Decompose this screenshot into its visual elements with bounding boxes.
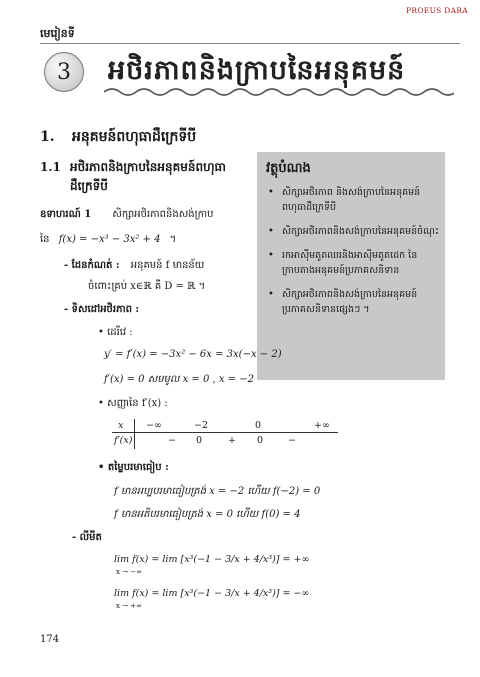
domain-text: អនុគមន៍ f មានន័យ — [130, 260, 205, 271]
section-heading — [40, 127, 196, 148]
table-divider — [112, 432, 338, 433]
sign-label: • សញ្ញានៃ f′(x) : — [98, 398, 168, 409]
bullet-icon: • — [268, 289, 274, 300]
bullet-icon: • — [268, 187, 274, 198]
lesson-title: អថិរភាពនិងក្រាបនៃអនុគមន៍ — [108, 55, 406, 86]
table-header-x: x — [118, 420, 124, 431]
domain-line — [64, 258, 204, 273]
function-formula: f(x) = −x³ − 3x² + 4 — [58, 234, 161, 245]
example-function-line: នៃ f(x) = −x³ − 3x² + 4 ។ — [40, 234, 177, 245]
domain-text-2: ចំពោះគ្រប់ x∈ℝ គឺ D = ℝ ។ — [88, 281, 206, 292]
divider — [40, 43, 460, 44]
objective-item: • សិក្សាអថិរភាពនិងសង់ក្រាបនៃអនុគមន៍ចំណុះ — [268, 226, 439, 237]
section-number: 1. — [40, 129, 55, 145]
variation-label: - ទិសដៅអថិរភាព : — [64, 304, 140, 315]
lesson-number: 3 — [57, 59, 71, 85]
objectives-list — [262, 185, 444, 326]
table-cell: 0 — [255, 420, 262, 431]
derivative-label: • ដេរីវេ : — [98, 327, 133, 338]
minimum-statement: f មានអប្បបរមាធៀបត្រង់ x = −2 ហើយ f(−2) = 0 — [114, 486, 321, 497]
lesson-label: មេរៀនទី — [40, 27, 75, 40]
table-cell: 0 — [196, 435, 203, 446]
limit-equation-2: lim f(x) = lim [x³(−1 − 3/x + 4/x³)] = −∞ — [114, 588, 310, 599]
lesson-number-badge — [44, 52, 84, 92]
bullet-icon: • — [268, 226, 274, 237]
objectives-title: វត្ថុបំណង — [266, 161, 311, 176]
bullet-icon: • — [268, 250, 274, 261]
table-header-fprime: f′(x) — [114, 435, 133, 446]
page-number: 174 — [40, 634, 60, 645]
table-cell: −2 — [194, 420, 209, 431]
subsection-title-line2: ដឺក្រេទីបី — [70, 179, 108, 193]
derivative-equation: y′ = f′(x) = −3x² − 6x = 3x(−x − 2) — [104, 349, 282, 360]
objective-item: • រកអាស៊ីមតូតឈរនិងអាស៊ីមតូតដេក នៃក្រាបតាងអនុគមន៍ប្រភាគសនិទាន — [268, 250, 418, 276]
maximum-statement: f មានអតិបរមាធៀបត្រង់ x = 0 ហើយ f(0) = 4 — [114, 509, 301, 520]
subsection-heading — [40, 158, 226, 196]
example-line — [40, 207, 213, 222]
example-label: ឧទាហរណ៍ 1 — [40, 209, 92, 220]
decorative-wave — [104, 86, 454, 98]
table-cell: − — [288, 435, 296, 446]
objective-item: • សិក្សាអថិរភាពនិងសង់ក្រាបនៃអនុគមន៍ប្រភាគសនិទានផ្សេងៗ ។ — [268, 289, 418, 315]
table-cell: −∞ — [146, 420, 162, 431]
derivative-zero: f′(x) = 0 សមមូល x = 0 , x = −2 — [104, 374, 254, 385]
limit-label: - លីមីត — [72, 532, 102, 543]
brand-name: PROEUS DARA — [406, 6, 468, 15]
table-cell: 0 — [257, 435, 264, 446]
table-cell: − — [168, 435, 176, 446]
limit-equation-1: lim f(x) = lim [x³(−1 − 3/x + 4/x³)] = +∞ — [114, 554, 310, 565]
limit-subscript-1: x → −∞ — [116, 568, 142, 576]
table-cell: + — [228, 435, 236, 446]
subsection-number: 1.1 — [40, 160, 61, 174]
table-cell: +∞ — [314, 420, 330, 431]
domain-label: - ដែនកំណត់ : — [64, 260, 120, 271]
example-intro: សិក្សាអថិរភាពនិងសង់ក្រាប — [112, 209, 214, 220]
sign-table — [112, 419, 338, 449]
table-divider — [134, 419, 135, 449]
extreme-label: • តម្លៃបរមាធៀប : — [98, 462, 169, 473]
objective-item: • សិក្សាអថិរភាព និងសង់ក្រាបនៃអនុគមន៍ពហុធាដឺក្រេទីបី — [268, 187, 421, 213]
subsection-title-line1: អថិរភាពនិងក្រាបនៃអនុគមន៍ពហុធា — [70, 160, 226, 174]
limit-subscript-2: x → +∞ — [116, 602, 142, 610]
section-title: អនុគមន៍ពហុធាដឺក្រេទីបី — [72, 129, 197, 145]
